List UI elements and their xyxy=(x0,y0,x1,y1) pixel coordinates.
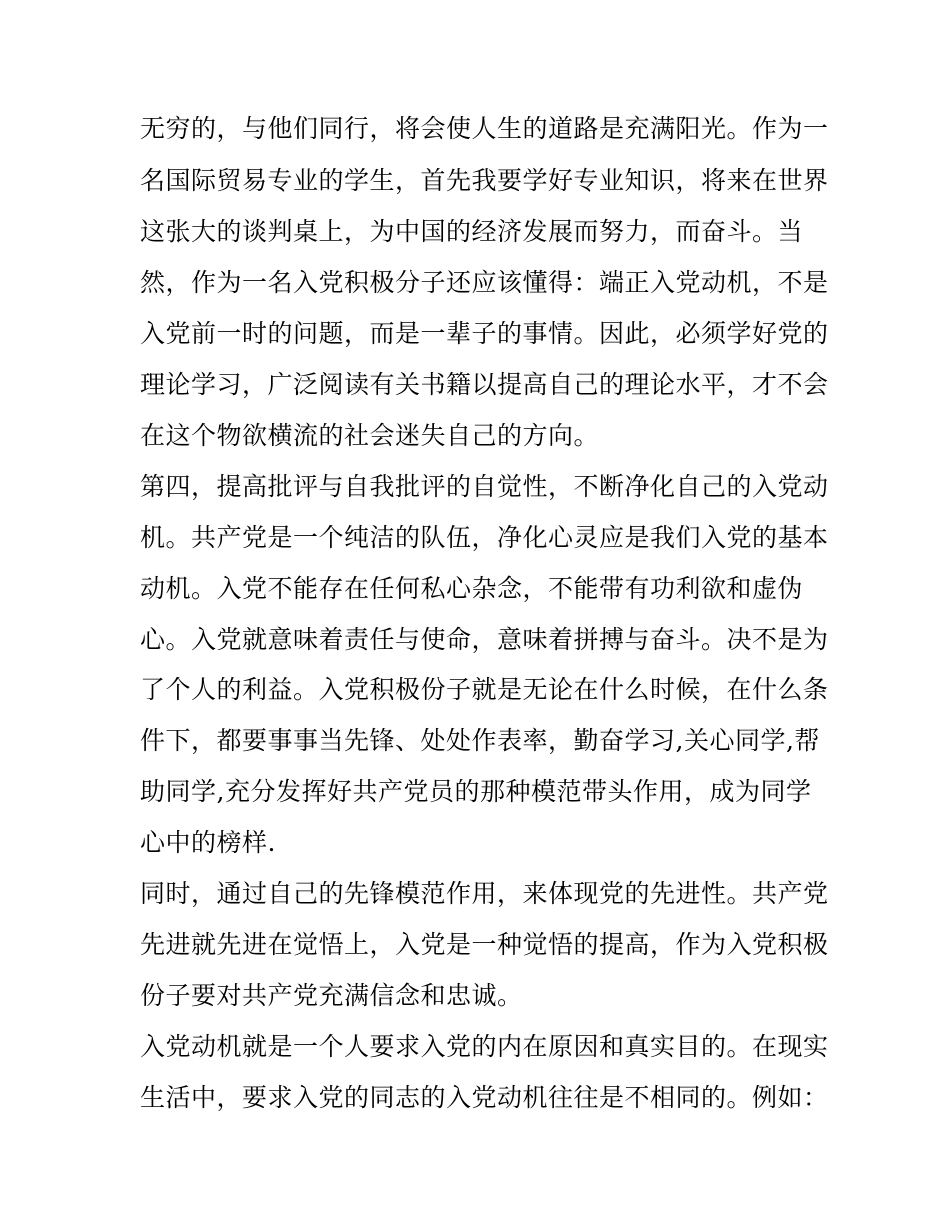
text-line: 第四，提高批评与自我批评的自觉性，不断净化自己的入党动 xyxy=(140,472,829,501)
text-line: 无穷的，与他们同行，将会使人生的道路是充满阳光。作为一 xyxy=(140,114,829,143)
text-line: 助同学,充分发挥好共产党员的那种模范带头作用，成为同学 xyxy=(140,777,812,806)
text-line: 名国际贸易专业的学生，首先我要学好专业知识，将来在世界 xyxy=(140,166,829,195)
text-line: 心。入党就意味着责任与使命，意味着拼搏与奋斗。决不是为 xyxy=(140,625,829,654)
text-line: 了个人的利益。入党积极份子就是无论在什么时候，在什么条 xyxy=(140,675,829,704)
text-line: 份子要对共产党充满信念和忠诚。 xyxy=(140,981,523,1010)
text-line: 入党动机就是一个人要求入党的内在原因和真实目的。在现实 xyxy=(140,1032,829,1061)
text-line: 同时，通过自己的先锋模范作用，来体现党的先进性。共产党 xyxy=(140,879,829,908)
text-line: 先进就先进在觉悟上，入党是一种觉悟的提高，作为入党积极 xyxy=(140,930,829,959)
text-line: 入党前一时的问题，而是一辈子的事情。因此，必须学好党的 xyxy=(140,319,829,348)
text-line: 机。共产党是一个纯洁的队伍，净化心灵应是我们入党的基本 xyxy=(140,523,829,552)
text-line: 这张大的谈判桌上，为中国的经济发展而努力，而奋斗。当 xyxy=(140,217,804,246)
text-line: 心中的榜样. xyxy=(140,828,276,857)
text-line: 在这个物欲横流的社会迷失自己的方向。 xyxy=(140,421,600,450)
text-line: 理论学习，广泛阅读有关书籍以提高自己的理论水平，才不会 xyxy=(140,370,829,399)
text-line: 件下，都要事事当先锋、处处作表率，勤奋学习,关心同学,帮 xyxy=(140,726,820,755)
text-line: 生活中，要求入党的同志的入党动机往往是不相同的。例如： xyxy=(140,1083,829,1112)
text-line: 然，作为一名入党积极分子还应该懂得：端正入党动机，不是 xyxy=(140,268,829,297)
text-line: 动机。入党不能存在任何私心杂念，不能带有功利欲和虚伪 xyxy=(140,574,804,603)
